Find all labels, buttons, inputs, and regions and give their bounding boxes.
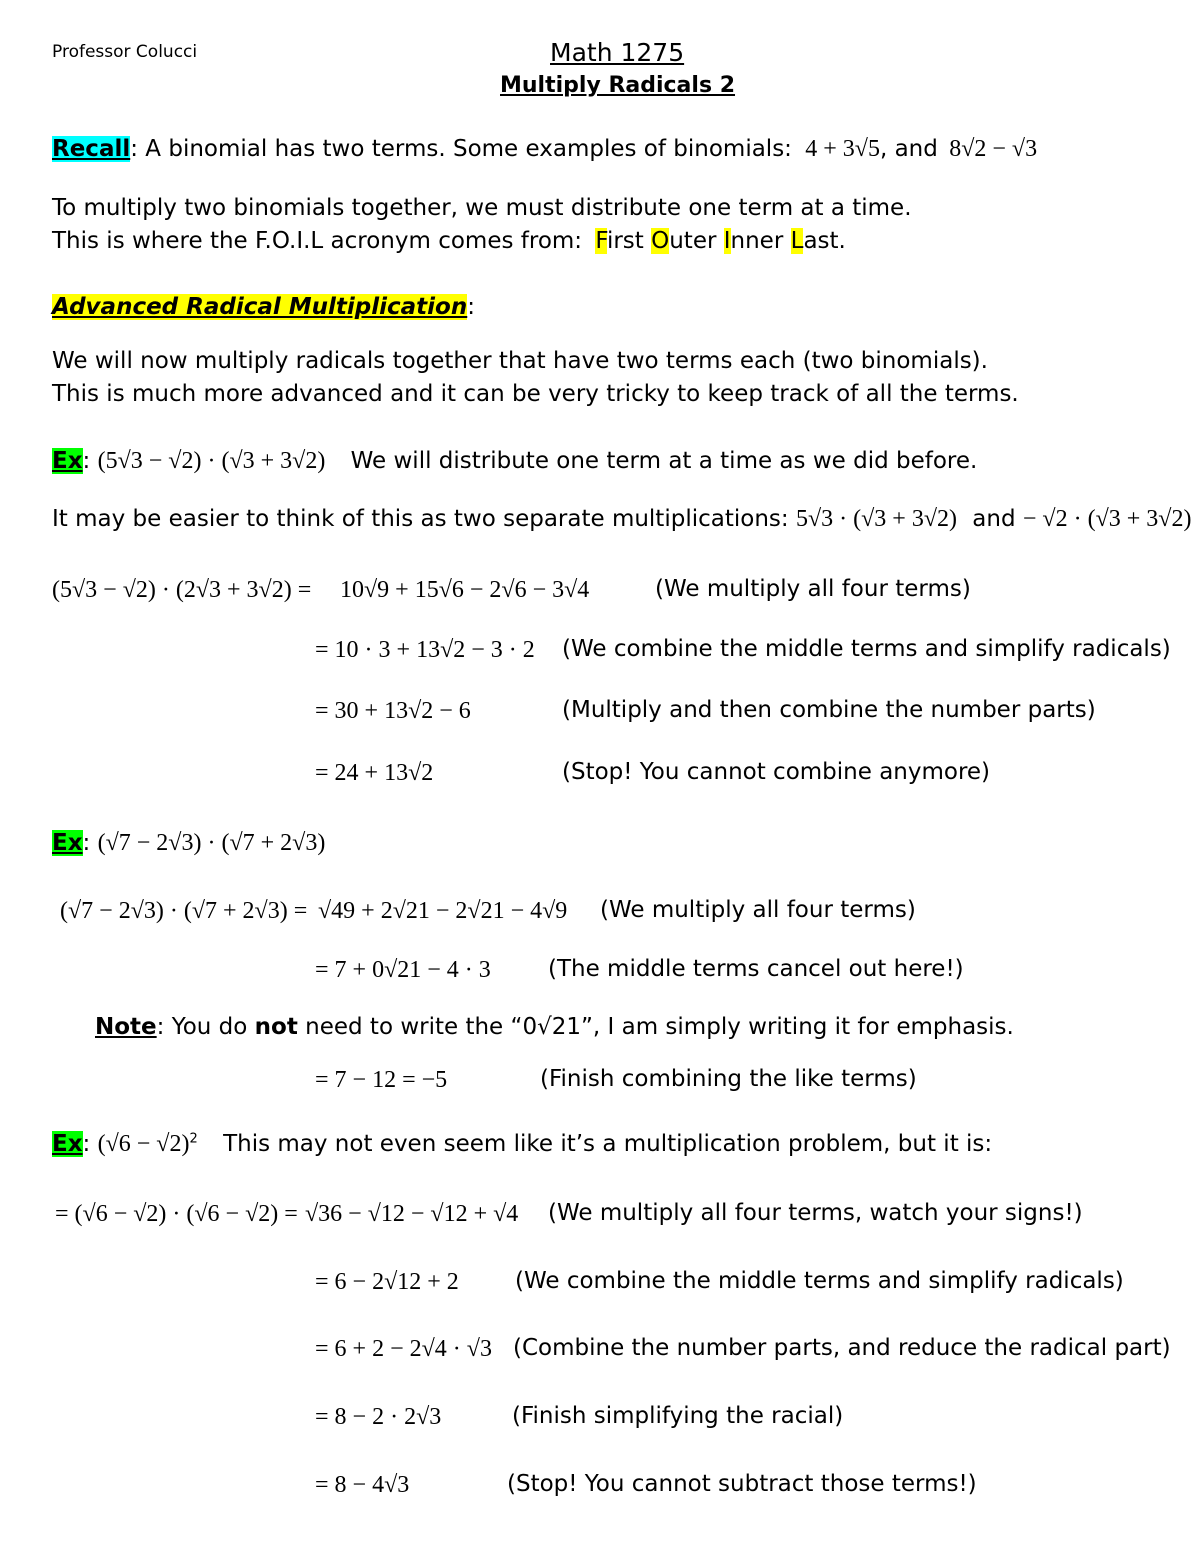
- note-text-b: need to write the “0√21”, I am simply writing it for emphasis.: [305, 1014, 1014, 1040]
- course-title: Math 1275: [550, 38, 685, 67]
- ex-label: Ex: [52, 448, 83, 474]
- ex1-step-1-comment: (We multiply all four terms): [655, 576, 971, 602]
- ex3-step-2-comment: (We combine the middle terms and simplify radicals): [515, 1268, 1124, 1294]
- ex1-step-2-expr: = 10 · 3 + 13√2 − 3 · 2: [315, 637, 535, 663]
- example-3-exponent: 2: [189, 1131, 198, 1147]
- separate-text: It may be easier to think of this as two separate multiplications:: [52, 506, 789, 532]
- ex1-step-1-expr: 10√9 + 15√6 − 2√6 − 3√4: [340, 577, 590, 603]
- ex3-step-5-comment: (Stop! You cannot subtract those terms!): [507, 1471, 977, 1497]
- ex2-step-2-comment: (The middle terms cancel out here!): [548, 956, 964, 982]
- ex2-final-expr: = 7 − 12 = −5: [315, 1067, 448, 1093]
- ex-label: Ex: [52, 830, 83, 856]
- example-1-line: Ex: (5√3 − √2) · (√3 + 3√2) We will distribute one term at a time as we did before.: [52, 448, 978, 474]
- foil-last-rest: ast.: [803, 228, 846, 254]
- ex1-step-1-lhs: (5√3 − √2) · (2√3 + 3√2) =: [52, 577, 312, 603]
- ex3-step-5-expr: = 8 − 4√3: [315, 1472, 410, 1498]
- ex1-step-3-comment: (Multiply and then combine the number parts): [562, 697, 1096, 723]
- example-2-line: Ex: (√7 − 2√3) · (√7 + 2√3): [52, 830, 326, 856]
- ex1-step-4-expr: = 24 + 13√2: [315, 760, 434, 786]
- recall-line: [52, 137, 1037, 161]
- ex3-step-2-expr: = 6 − 2√12 + 2: [315, 1269, 459, 1295]
- professor-name: Professor Colucci: [52, 42, 198, 62]
- example-1-problem: (5√3 − √2) · (√3 + 3√2): [97, 448, 326, 474]
- foil-last-letter: L: [790, 228, 804, 254]
- ex2-step-1-lhs: (√7 − 2√3) · (√7 + 2√3) =: [60, 898, 308, 924]
- advanced-line-1: We will now multiply radicals together that have two terms each (two binomials).: [52, 348, 988, 374]
- foil-intro: This is where the F.O.I.L acronym comes from:: [52, 228, 583, 254]
- foil-line-1: To multiply two binomials together, we must distribute one term at a time.: [52, 195, 912, 221]
- advanced-heading-line: [52, 296, 475, 319]
- foil-first-letter: F: [595, 228, 607, 254]
- ex3-step-1-comment: (We multiply all four terms, watch your signs!): [548, 1200, 1083, 1226]
- foil-outer-rest: uter: [669, 228, 717, 254]
- ex2-final-comment: (Finish combining the like terms): [540, 1066, 917, 1092]
- advanced-heading-colon: :: [467, 294, 475, 320]
- ex3-step-3-expr: = 6 + 2 − 2√4 · √3: [315, 1336, 492, 1362]
- example-3-problem: (√6 − √2): [97, 1131, 190, 1157]
- recall-text: : A binomial has two terms. Some examples of binomials:: [130, 136, 792, 162]
- separate-a: 5√3 · (√3 + 3√2): [795, 506, 957, 532]
- foil-inner-rest: nner: [730, 228, 784, 254]
- separate-line: [52, 507, 1191, 531]
- note-not: not: [254, 1014, 298, 1040]
- binomial-example-2: 8√2 − √3: [949, 136, 1038, 162]
- ex1-step-3-expr: = 30 + 13√2 − 6: [315, 698, 471, 724]
- advanced-line-2: This is much more advanced and it can be very tricky to keep track of all the terms.: [52, 381, 1019, 407]
- ex1-step-2-comment: (We combine the middle terms and simplify radicals): [562, 636, 1171, 662]
- ex1-step-4-comment: (Stop! You cannot combine anymore): [562, 759, 991, 785]
- ex3-step-4-expr: = 8 − 2 · 2√3: [315, 1404, 442, 1430]
- ex3-step-4-comment: (Finish simplifying the racial): [512, 1403, 844, 1429]
- example-2-problem: (√7 − 2√3) · (√7 + 2√3): [97, 830, 326, 856]
- binomial-example-1: 4 + 3√5: [805, 136, 880, 162]
- foil-outer-letter: O: [651, 228, 670, 254]
- example-1-note: We will distribute one term at a time as we did before.: [350, 448, 978, 474]
- ex3-step-3-comment: (Combine the number parts, and reduce the radical part): [513, 1335, 1171, 1361]
- separate-b: − √2 · (√3 + 3√2): [1022, 506, 1192, 532]
- ex-label: Ex: [52, 1131, 83, 1157]
- ex2-step-1-comment: (We multiply all four terms): [600, 897, 916, 923]
- topic-title: Multiply Radicals 2: [500, 73, 736, 98]
- note-label: Note: [95, 1014, 157, 1040]
- advanced-heading: Advanced Radical Multiplication: [52, 294, 468, 320]
- foil-line-2: [52, 230, 846, 253]
- foil-first-rest: irst: [606, 228, 644, 254]
- ex2-step-1-expr: √49 + 2√21 − 2√21 − 4√9: [318, 898, 568, 924]
- separate-and: and: [972, 506, 1016, 532]
- foil-inner-letter: I: [723, 228, 731, 254]
- ex3-step-1-expr: √36 − √12 − √12 + √4: [305, 1201, 519, 1227]
- ex2-step-2-expr: = 7 + 0√21 − 4 · 3: [315, 957, 491, 983]
- ex2-note-line: [95, 1016, 1014, 1039]
- example-3-line: Ex: $(√6 - √2)^2$ This may not even seem like it’s a multiplication problem, but it is:: [52, 1131, 993, 1157]
- note-text-a: : You do: [156, 1014, 248, 1040]
- recall-and: , and: [879, 136, 938, 162]
- recall-label: Recall: [52, 136, 131, 162]
- ex3-step-1-lhs: = (√6 − √2) · (√6 − √2) =: [55, 1201, 298, 1227]
- example-3-note: This may not even seem like it’s a multiplication problem, but it is:: [223, 1131, 993, 1157]
